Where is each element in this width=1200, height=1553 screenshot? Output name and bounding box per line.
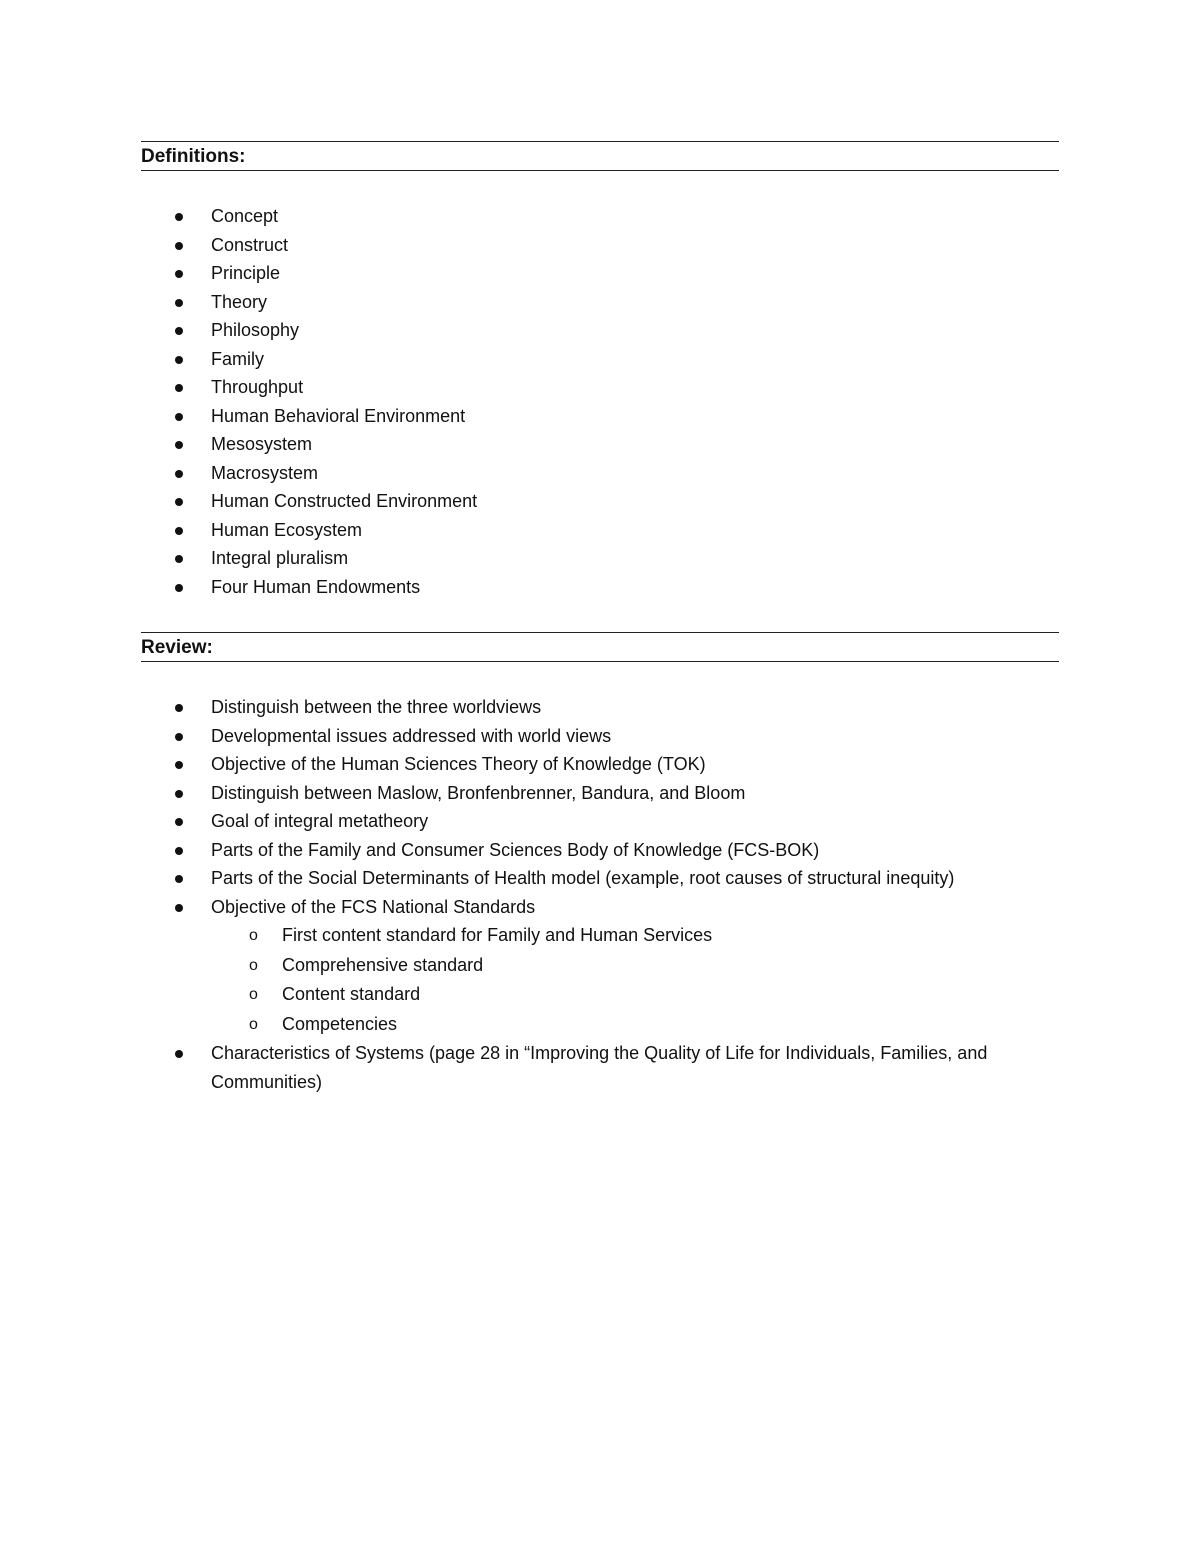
review-item: Objective of the FCS National Standards xyxy=(211,896,536,917)
bullet-icon xyxy=(175,299,183,307)
definition-term: Mesosystem xyxy=(211,434,313,454)
bullet-icon xyxy=(175,498,183,506)
review-heading: Review: xyxy=(141,632,1059,662)
list-item xyxy=(141,430,1059,459)
list-item xyxy=(141,1039,1041,1096)
list-item xyxy=(141,573,1059,602)
bullet-icon xyxy=(175,470,183,478)
list-item xyxy=(141,836,1059,865)
list-item xyxy=(141,487,1059,516)
review-item: Developmental issues addressed with world views xyxy=(211,725,612,746)
definition-term: Human Ecosystem xyxy=(211,519,363,540)
sub-item-text: Content standard xyxy=(282,984,421,1004)
review-item: Goal of integral metatheory xyxy=(211,811,429,831)
bullet-icon xyxy=(175,384,183,392)
standards-sub-list xyxy=(141,921,1059,1039)
list-item xyxy=(141,864,1059,893)
document-page xyxy=(141,141,1059,1096)
definition-term: Construct xyxy=(211,234,289,255)
list-item xyxy=(141,202,1059,231)
sub-item-text: Comprehensive standard xyxy=(282,954,484,975)
bullet-icon xyxy=(175,875,183,883)
sub-list-item xyxy=(141,1010,1059,1040)
bullet-icon xyxy=(175,242,183,250)
list-item xyxy=(141,345,1059,374)
sub-list-item xyxy=(141,921,1059,951)
circle-bullet-icon: o xyxy=(249,1015,258,1033)
list-item xyxy=(141,544,1059,573)
review-item: Characteristics of Systems (page 28 in “Improving the Quality of Life for Individuals, Families, and Communities) xyxy=(211,1043,988,1092)
bullet-icon xyxy=(175,441,183,449)
review-item: Parts of the Social Determinants of Health model (example, root causes of structural inequity) xyxy=(211,868,955,888)
definitions-list xyxy=(141,202,1059,601)
review-list-continued xyxy=(141,1039,1059,1096)
definitions-heading: Definitions: xyxy=(141,141,1059,171)
bullet-icon xyxy=(175,327,183,335)
definition-term: Philosophy xyxy=(211,320,300,340)
bullet-icon xyxy=(175,356,183,364)
definition-term: Integral pluralism xyxy=(211,548,349,568)
bullet-icon xyxy=(175,704,183,712)
sub-item-text: First content standard for Family and Human Services xyxy=(282,925,713,945)
definition-term: Principle xyxy=(211,263,281,283)
sub-list-item xyxy=(141,951,1059,981)
circle-bullet-icon: o xyxy=(249,927,258,944)
bullet-icon xyxy=(175,555,183,563)
bullet-icon xyxy=(175,733,183,741)
list-item xyxy=(141,316,1059,345)
bullet-icon xyxy=(175,761,183,769)
review-item: Distinguish between the three worldviews xyxy=(211,697,542,717)
definition-term: Four Human Endowments xyxy=(211,576,421,597)
definition-term: Human Constructed Environment xyxy=(211,491,478,511)
review-item: Parts of the Family and Consumer Sciences Body of Knowledge (FCS-BOK) xyxy=(211,839,820,860)
list-item xyxy=(141,373,1059,402)
bullet-icon xyxy=(175,847,183,855)
bullet-icon xyxy=(175,818,183,826)
review-item: Distinguish between Maslow, Bronfenbrenner, Bandura, and Bloom xyxy=(211,782,746,803)
list-item xyxy=(141,459,1059,488)
bullet-icon xyxy=(175,1050,183,1058)
sub-item-text: Competencies xyxy=(282,1013,398,1034)
circle-bullet-icon: o xyxy=(249,986,258,1003)
list-item xyxy=(141,722,1059,751)
bullet-icon xyxy=(175,213,183,221)
review-list xyxy=(141,693,1059,921)
bullet-icon xyxy=(175,527,183,535)
list-item xyxy=(141,893,1059,922)
bullet-icon xyxy=(175,584,183,592)
list-item xyxy=(141,402,1059,431)
list-item xyxy=(141,516,1059,545)
circle-bullet-icon: o xyxy=(249,956,258,974)
sub-list-item xyxy=(141,980,1059,1010)
bullet-icon xyxy=(175,270,183,278)
definition-term: Family xyxy=(211,348,264,369)
definition-term: Theory xyxy=(211,291,268,312)
definition-term: Macrosystem xyxy=(211,462,319,483)
definition-term: Concept xyxy=(211,206,279,226)
list-item xyxy=(141,259,1059,288)
bullet-icon xyxy=(175,413,183,421)
review-item: Objective of the Human Sciences Theory of Knowledge (TOK) xyxy=(211,754,706,774)
bullet-icon xyxy=(175,790,183,798)
definition-term: Throughput xyxy=(211,377,304,397)
definition-term: Human Behavioral Environment xyxy=(211,405,466,426)
list-item xyxy=(141,807,1059,836)
list-item xyxy=(141,231,1059,260)
list-item xyxy=(141,750,1059,779)
list-item xyxy=(141,779,1059,808)
list-item xyxy=(141,288,1059,317)
list-item xyxy=(141,693,1059,722)
bullet-icon xyxy=(175,904,183,912)
